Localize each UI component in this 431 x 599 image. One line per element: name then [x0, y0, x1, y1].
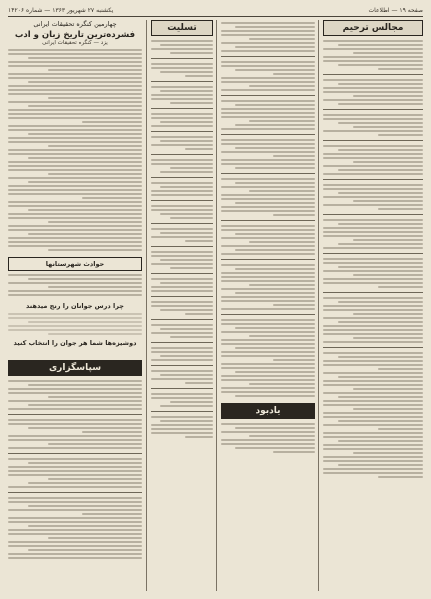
thanks-heading: تسلیت	[151, 20, 213, 36]
column-notices	[221, 20, 315, 591]
condolence-body	[323, 40, 423, 478]
column-rule-1	[318, 20, 319, 591]
column-article	[8, 20, 142, 591]
article-kicker: چهارمین کنگره تحقیقات ایرانی	[33, 20, 117, 28]
notices-body-top	[221, 22, 315, 397]
gratitude-heading: سپاسگزاری	[8, 360, 142, 376]
recommendation-title: چرا درس جوانان را رنج میدهند	[26, 302, 124, 311]
column-rule-3	[146, 20, 147, 591]
thanks-body	[151, 40, 213, 438]
masthead-left: یکشنبه ۲۷ شهریور ۱۳۶۳ — شماره ۱۴۲۰۶	[8, 6, 114, 14]
recommendation-lines	[8, 313, 142, 335]
notice-small-body	[8, 274, 142, 296]
article-title: فشرده‌ترین تاریخ زبان و ادب	[14, 30, 136, 40]
column-condolence	[323, 20, 423, 591]
article-subtitle: یزد — کنگره تحقیقات ایرانی	[42, 40, 108, 47]
memorial-heading: یادبود	[221, 403, 315, 419]
masthead-right: صفحه ۱۹ — اطلاعات	[368, 6, 423, 14]
article-body	[8, 49, 142, 251]
column-rule-2	[216, 20, 217, 591]
masthead	[8, 4, 423, 16]
notice-small-title: حوادث شهرستانها	[8, 257, 142, 271]
recommendation-body: دوشیزه‌ها شما هر جوان را انتخاب کنید	[13, 338, 137, 347]
gratitude-body	[8, 380, 142, 559]
memorial-body	[221, 423, 315, 453]
condolence-heading: مجالس ترحیم	[323, 20, 423, 36]
masthead-rule	[8, 16, 423, 17]
column-thanks	[151, 20, 213, 591]
